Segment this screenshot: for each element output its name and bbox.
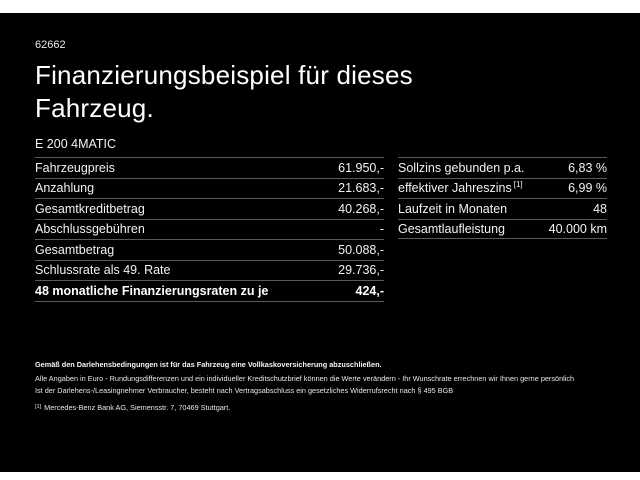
- footnote-marker: [1]: [35, 404, 42, 410]
- row-label: Gesamtkreditbetrag: [35, 201, 145, 216]
- row-value: 40.000 km: [548, 221, 607, 236]
- row-label: Gesamtbetrag: [35, 242, 115, 257]
- table-row: [35, 219, 384, 240]
- table-row: [398, 157, 607, 178]
- row-value: 48: [593, 201, 607, 216]
- row-value: -: [379, 222, 384, 237]
- disclaimer-line-1: Alle Angaben in Euro - Rundungsdifferenzen und ein individueller Kreditschutzbrief können die Werte verändern - Ihr Wunschrate errechnen wir Ihnen gerne persönlich: [35, 374, 575, 383]
- row-label: Laufzeit in Monaten: [398, 201, 508, 216]
- reference-number: 62662: [35, 39, 66, 51]
- financing-tables: [35, 157, 607, 302]
- row-value: 21.683,-: [338, 181, 384, 196]
- row-label: Schlussrate als 49. Rate: [35, 263, 171, 278]
- table-row: [398, 219, 607, 240]
- table-row: [35, 178, 384, 199]
- table-row: [398, 198, 607, 219]
- insurance-note: Gemäß den Darlehensbedingungen ist für das Fahrzeug eine Vollkaskoversicherung abzuschließen.: [35, 360, 382, 369]
- row-value: 61.950,-: [338, 160, 384, 175]
- table-row: [398, 178, 607, 199]
- footnote: [35, 403, 605, 412]
- row-value: 6,83 %: [568, 160, 607, 175]
- page-title: [35, 59, 413, 125]
- row-value: 40.268,-: [338, 201, 384, 216]
- row-value: 424,-: [355, 284, 384, 298]
- row-label: Sollzins gebunden p.a.: [398, 160, 525, 175]
- table-row: [35, 239, 384, 260]
- table-row: [35, 260, 384, 281]
- row-value: 29.736,-: [338, 263, 384, 278]
- row-value: 6,99 %: [568, 181, 607, 196]
- page-title-line-2: Fahrzeug.: [35, 93, 154, 123]
- page-title-line-1: Finanzierungsbeispiel für dieses: [35, 60, 413, 90]
- table-row-monthly-rate: [35, 280, 384, 302]
- financing-table-right: [398, 157, 607, 239]
- disclaimer-line-2: Ist der Darlehens-/Leasingnehmer Verbraucher, besteht nach Vertragsabschluss ein gesetzliches Widerrufsrecht nach § 495 BGB: [35, 386, 454, 395]
- table-row: [35, 157, 384, 178]
- table-row: [35, 198, 384, 219]
- footnote-text: Mercedes-Benz Bank AG, Siemensstr. 7, 70469 Stuttgart.: [44, 403, 231, 412]
- financing-sheet: [0, 13, 640, 472]
- row-label: Fahrzeugpreis: [35, 160, 115, 175]
- financing-table-left: [35, 157, 384, 302]
- row-label: [398, 181, 523, 195]
- row-label-text: effektiver Jahreszins: [398, 181, 512, 196]
- row-label: Gesamtlaufleistung: [398, 221, 506, 236]
- footnote-reference: [1]: [513, 180, 523, 190]
- row-label: Anzahlung: [35, 181, 95, 196]
- row-label: Abschlussgebühren: [35, 222, 145, 237]
- row-value: 50.088,-: [338, 242, 384, 257]
- vehicle-model: E 200 4MATIC: [35, 137, 117, 151]
- row-label: 48 monatliche Finanzierungsraten zu je: [35, 284, 269, 298]
